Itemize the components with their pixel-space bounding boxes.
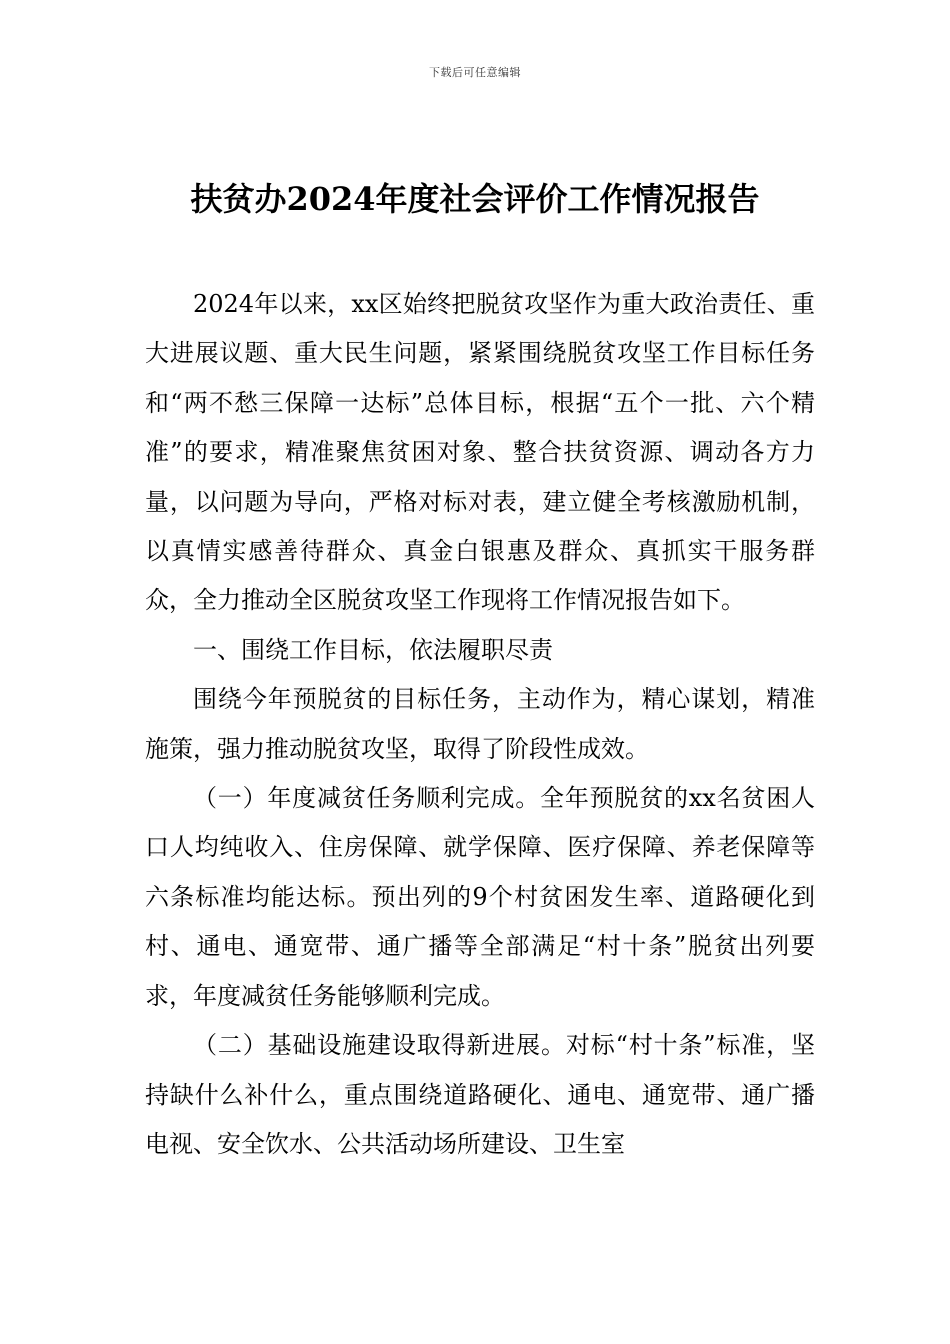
paragraph-intro: 2024年以来，xx区始终把脱贫攻坚作为重大政治责任、重大进展议题、重大民生问题，紧紧围绕脱贫攻坚工作目标任务和“两不愁三保障一达标”总体目标，根据“五个一批、六个精准”的要求，精准聚焦贫困对象、整合扶贫资源、调动各方力量，以问题为导向，严格对标对表，建立健全考核激励机制，以真情实感善待群众、真金白银惠及群众、真抓实干服务群众，全力推动全区脱贫攻坚工作现将工作情况报告如下。 [145,290,815,615]
paragraph-subsection-1: （一）年度减贫任务顺利完成。全年预脱贫的xx名贫困人口人均纯收入、住房保障、就学保障、医疗保障、养老保障等六条标准均能达标。预出列的9个村贫困发生率、道路硬化到村、通电、通宽带、通广播等全部满足“村十条”脱贫出列要求，年度减贫任务能够顺利完成。 [145,784,815,1010]
paragraph-section-1: 围绕今年预脱贫的目标任务，主动作为，精心谋划，精准施策，强力推动脱贫攻坚，取得了阶段性成效。 [145,685,815,763]
document-title: 扶贫办2024年度社会评价工作情况报告 [190,180,760,218]
document-body [145,280,815,1169]
section-heading-1: 一、围绕工作目标，依法履职尽责 [193,635,553,664]
paragraph-subsection-2: （二）基础设施建设取得新进展。对标“村十条”标准，坚持缺什么补什么，重点围绕道路硬化、通电、通宽带、通广播电视、安全饮水、公共活动场所建设、卫生室 [145,1031,815,1158]
header-note: 下载后可任意编辑 [429,66,521,79]
